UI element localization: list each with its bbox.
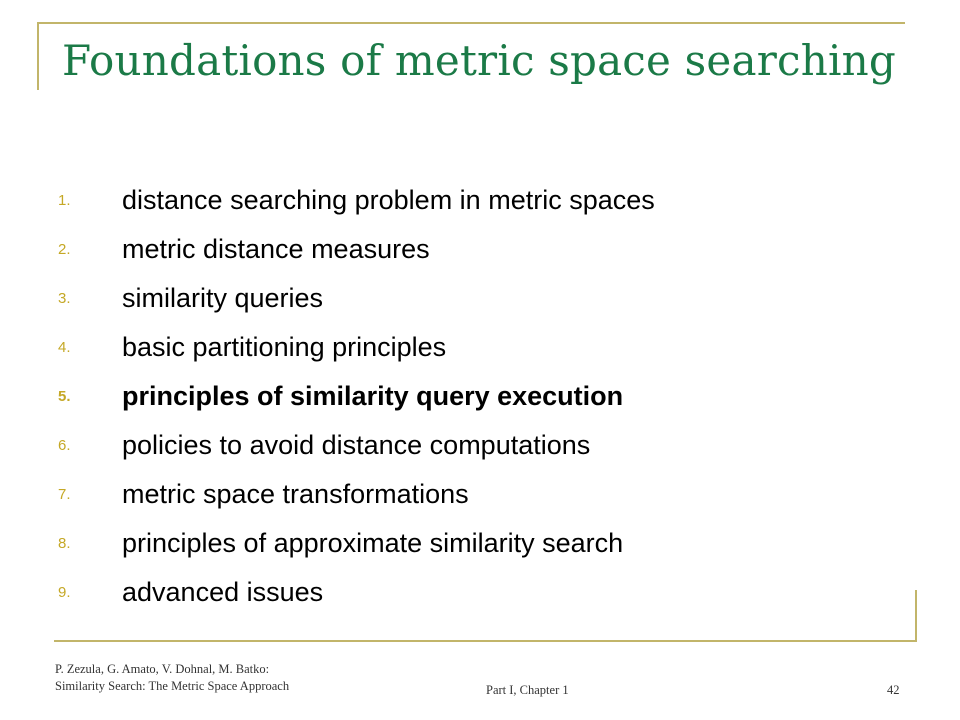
agenda-item-text: metric space transformations bbox=[122, 479, 469, 509]
agenda-item-text: principles of approximate similarity search bbox=[122, 528, 624, 558]
frame-top-line bbox=[37, 22, 905, 24]
agenda-item bbox=[58, 470, 655, 519]
footer-authors-line: P. Zezula, G. Amato, V. Dohnal, M. Batko: bbox=[55, 662, 270, 676]
frame-bottom-line bbox=[54, 640, 916, 642]
agenda-item-number: 4. bbox=[58, 339, 71, 356]
agenda-item bbox=[58, 176, 655, 225]
frame-right-line bbox=[915, 590, 917, 642]
agenda-item-number: 3. bbox=[58, 290, 71, 307]
agenda-item-number: 8. bbox=[58, 535, 71, 552]
agenda-item-number: 9. bbox=[58, 584, 71, 601]
agenda-item-text: advanced issues bbox=[122, 577, 324, 607]
agenda-item-number: 7. bbox=[58, 486, 71, 503]
agenda-item-text: principles of similarity query execution bbox=[122, 381, 624, 411]
agenda-item-number: 1. bbox=[58, 192, 71, 209]
agenda-item-text: metric distance measures bbox=[122, 234, 430, 264]
agenda-item bbox=[58, 519, 655, 568]
frame-left-line bbox=[37, 22, 39, 90]
footer-book-title: Similarity Search: The Metric Space Approach bbox=[55, 679, 290, 693]
agenda-item-text: similarity queries bbox=[122, 283, 324, 313]
agenda-item-current bbox=[58, 372, 655, 421]
agenda-item bbox=[58, 274, 655, 323]
agenda-item bbox=[58, 225, 655, 274]
agenda-item bbox=[58, 568, 655, 617]
agenda-item-text: basic partitioning principles bbox=[122, 332, 447, 362]
agenda-item bbox=[58, 421, 655, 470]
agenda-list bbox=[58, 176, 655, 617]
slide-title: Foundations of metric space searching bbox=[62, 36, 896, 85]
footer-authors bbox=[55, 661, 289, 695]
agenda-item-number: 6. bbox=[58, 437, 71, 454]
footer-chapter: Part I, Chapter 1 bbox=[486, 683, 569, 697]
agenda-item-number: 5. bbox=[58, 388, 71, 405]
agenda-item-text: policies to avoid distance computations bbox=[122, 430, 591, 460]
agenda-item bbox=[58, 323, 655, 372]
agenda-item-text: distance searching problem in metric spaces bbox=[122, 185, 655, 215]
page-number: 42 bbox=[887, 683, 900, 697]
agenda-item-number: 2. bbox=[58, 241, 71, 258]
